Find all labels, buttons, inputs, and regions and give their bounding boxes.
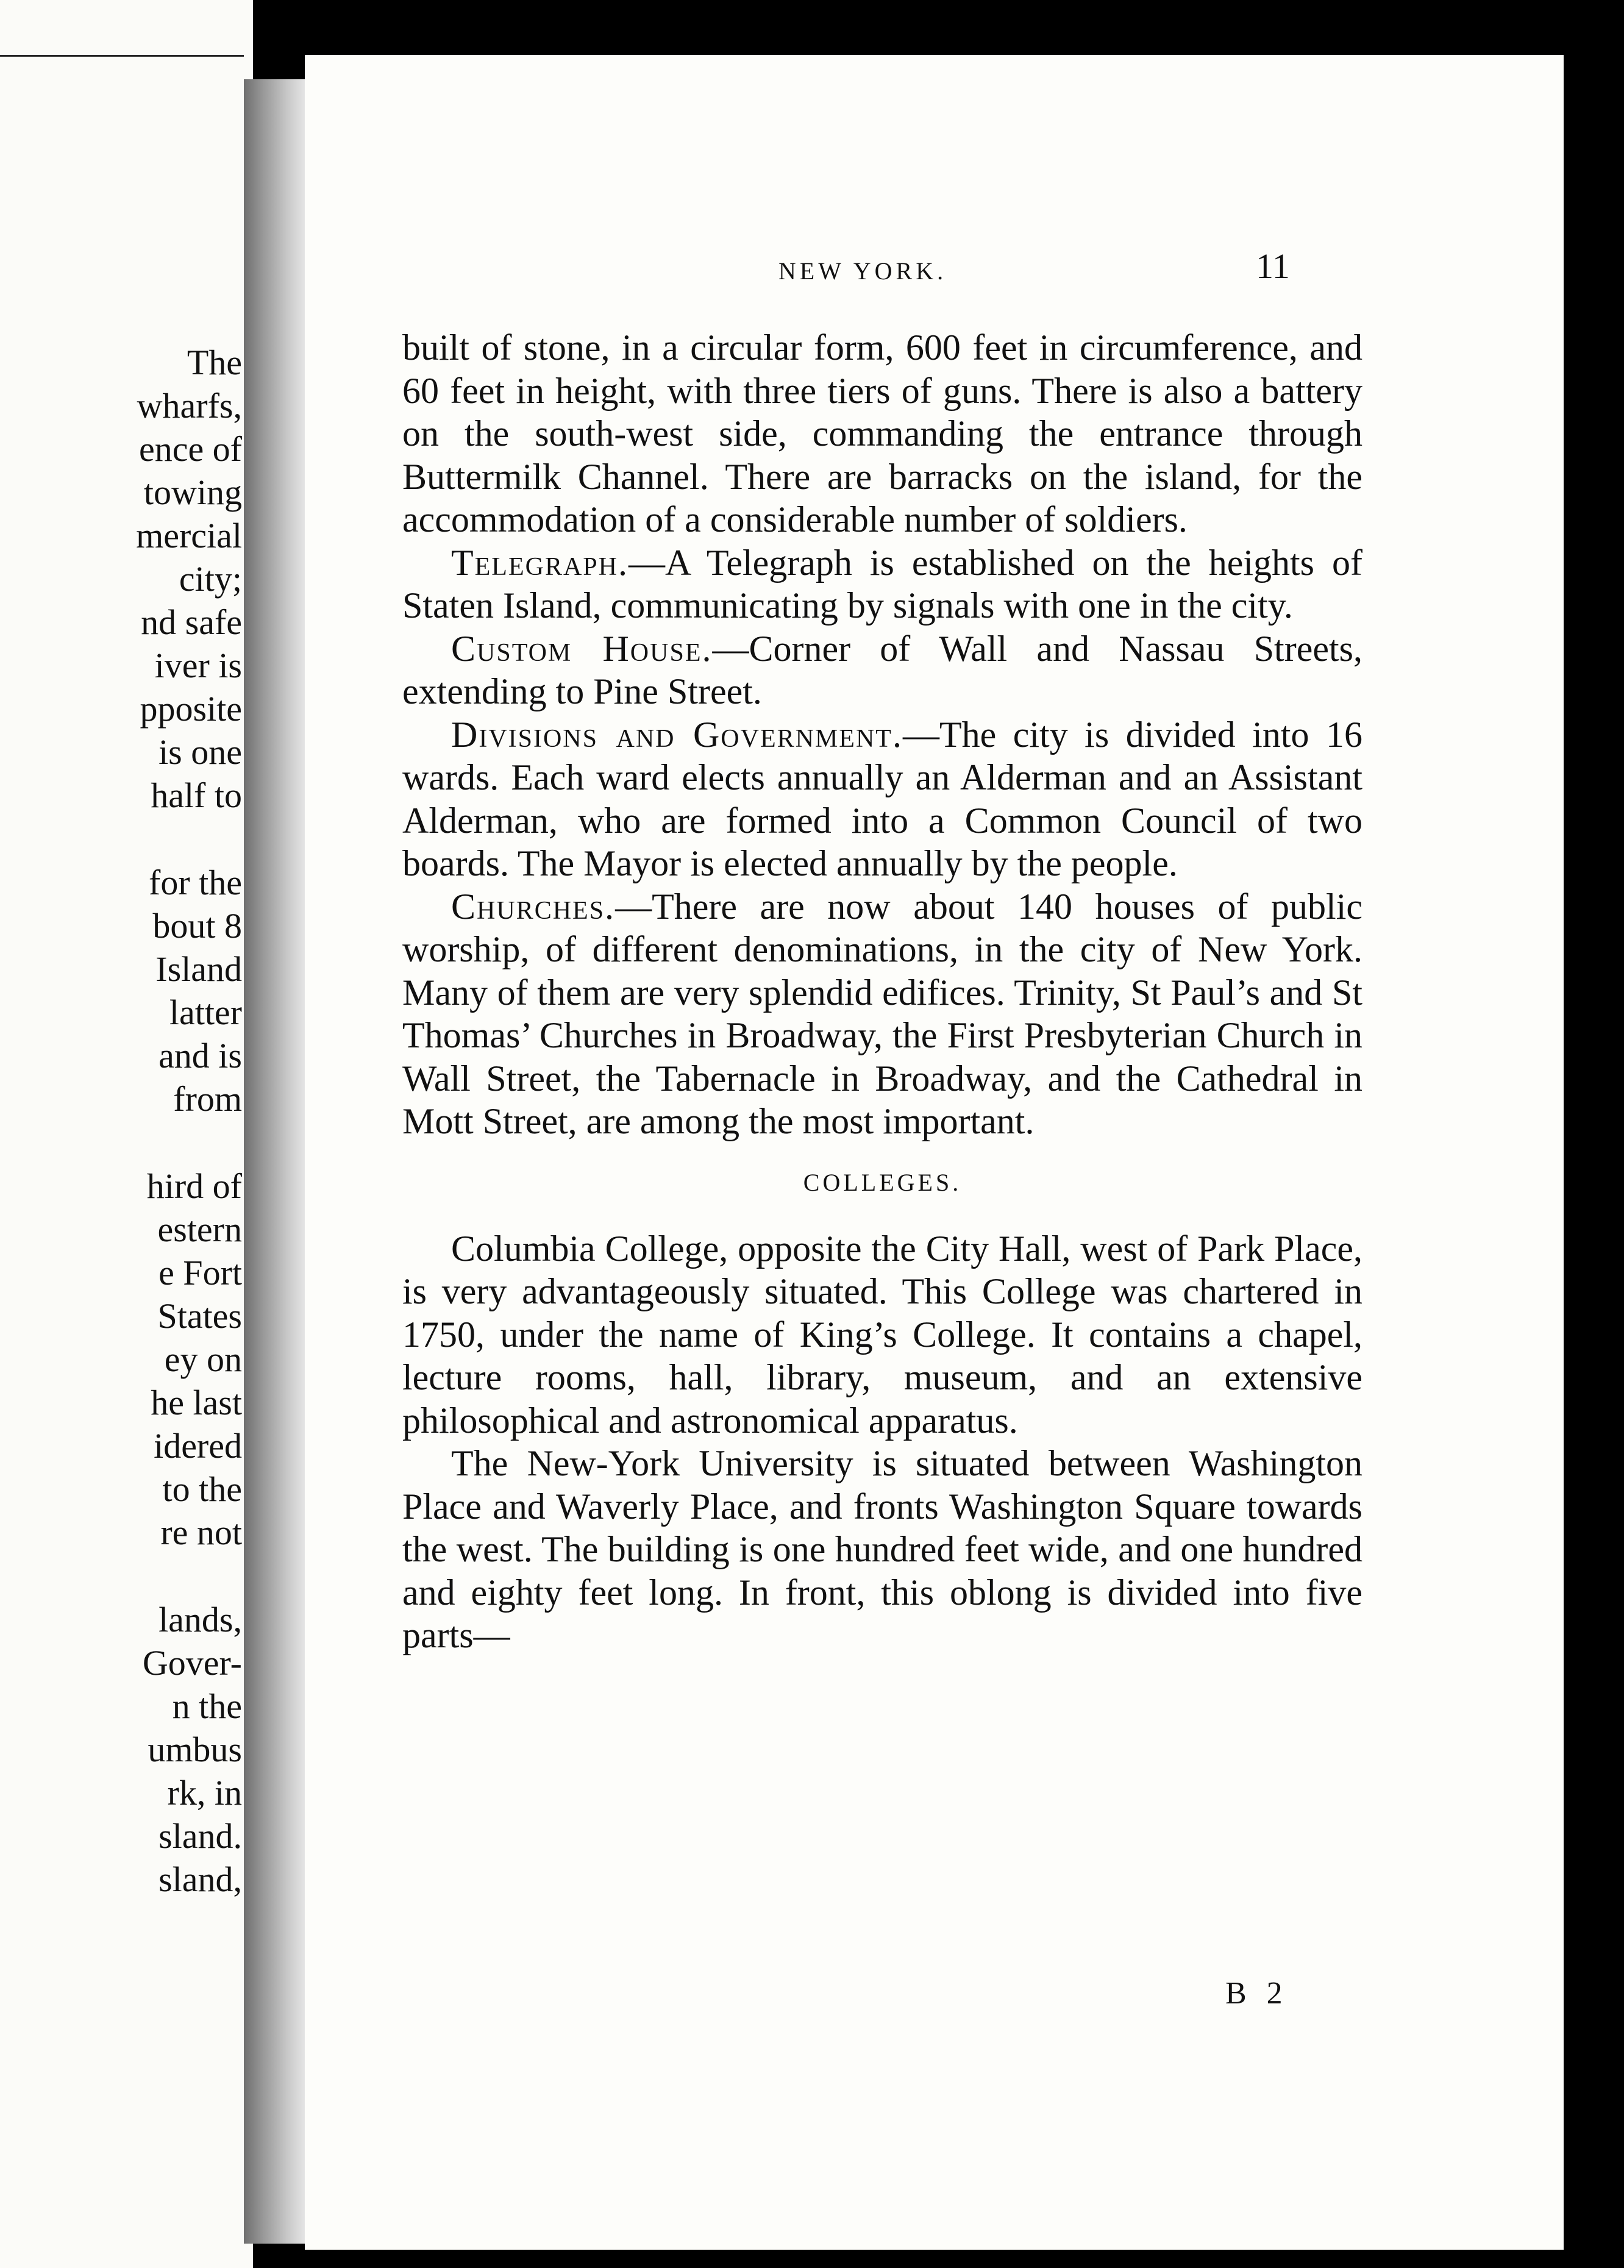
paragraph-fort-continued: built of stone, in a circular form, 600 feet in circumference, and 60 feet in height, with three tiers of guns. There is also a battery on the south-west side, commanding the entrance through Buttermilk Channel. There are barracks on the island, for the accommodation of a considerable number of soldiers.: [402, 327, 1362, 540]
left-page-line: towing: [143, 472, 242, 512]
left-page-line: is one: [158, 732, 242, 772]
running-title: NEW YORK.: [778, 257, 947, 285]
left-page-line: wharfs,: [137, 386, 242, 426]
paragraph-churches: Churches.—There are now about 140 houses of public worship, of different denominations, in the city of New York. Many of them are very splendid edifices. Trinity, St Paul’s and St Thomas’ Churches in Broadway, the First Presbyterian Church in Wall Street, the Tabernacle in Broadway, and the Cathedral in Mott Street, are among the most important.: [402, 886, 1362, 1141]
paragraph-columbia-college: Columbia College, opposite the City Hall, west of Park Place, is very advantageously situated. This College was chartered in 1750, under the name of King’s College. It contains a chapel, lecture rooms, hall, library, museum, and an extensive philosophical and astronomical apparatus.: [402, 1228, 1362, 1441]
left-page-line: n the: [172, 1686, 242, 1726]
left-page-line: umbus: [148, 1730, 242, 1769]
left-page-line: bout 8: [152, 906, 242, 946]
body-text: [402, 326, 1362, 1657]
section-heading: COLLEGES.: [803, 1168, 962, 1196]
left-page-line: to the: [162, 1469, 242, 1509]
left-page-line: mercial: [136, 516, 242, 555]
running-head: [305, 246, 1564, 293]
left-page-line: Gover-: [142, 1643, 242, 1683]
left-page-line: city;: [179, 559, 242, 599]
left-page-line: latter: [169, 993, 242, 1032]
left-page-line: half to: [151, 776, 242, 815]
left-page-line: The: [187, 343, 242, 382]
left-page-line: States: [157, 1296, 242, 1336]
paragraph-telegraph: Telegraph.—A Telegraph is established on the heights of Staten Island, communicating by signals with one in the city.: [402, 542, 1362, 626]
left-page-line: sland.: [158, 1816, 242, 1856]
left-page-line: Island: [155, 949, 242, 989]
left-page-line: for the: [149, 863, 242, 902]
gutter-shadow: [244, 79, 311, 2244]
left-page-line: hird of: [146, 1166, 242, 1206]
paragraph-custom-house: Custom House.—Corner of Wall and Nassau Streets, extending to Pine Street.: [402, 628, 1362, 711]
paragraph-new-york-university: The New-York University is situated between Washington Place and Waverly Place, and fronts Washington Square towards the west. The building is one hundred feet wide, and one hundred and eighty feet long. In front, this oblong is divided into five parts—: [402, 1443, 1362, 1655]
paragraph-label: Churches.: [451, 886, 616, 927]
paragraph-label: Telegraph.: [451, 542, 629, 583]
left-page-line: re not: [160, 1513, 242, 1552]
left-page-line: nd safe: [141, 602, 242, 642]
page: [305, 55, 1564, 2250]
left-page-line: from: [173, 1079, 242, 1119]
left-page-line: and is: [158, 1036, 242, 1075]
left-page-line: lands,: [158, 1600, 242, 1639]
previous-page-edge: [0, 0, 253, 2268]
left-page-line: pposite: [140, 689, 242, 729]
left-page-line: rk, in: [167, 1773, 242, 1813]
left-page-line: ence of: [138, 429, 242, 469]
left-page-line: he last: [151, 1383, 242, 1422]
left-page-line: ey on: [164, 1339, 242, 1379]
left-page-line: idered: [154, 1426, 242, 1466]
paragraph-label: Custom House.: [451, 628, 713, 669]
page-number: 11: [1256, 246, 1290, 286]
left-page-line: e Fort: [158, 1253, 242, 1293]
paragraph-divisions: Divisions and Government.—The city is divided into 16 wards. Each ward elects annually an Alderman and an Assistant Alderman, who are formed into a Common Council of two boards. The Mayor is elected annually by the people.: [402, 714, 1362, 883]
left-page-line: iver is: [154, 646, 242, 685]
paragraph-label: Divisions and Government.: [451, 714, 903, 755]
signature-mark: B 2: [1225, 1976, 1289, 2011]
left-page-line: sland,: [158, 1860, 242, 1899]
left-page-line: estern: [157, 1210, 242, 1249]
